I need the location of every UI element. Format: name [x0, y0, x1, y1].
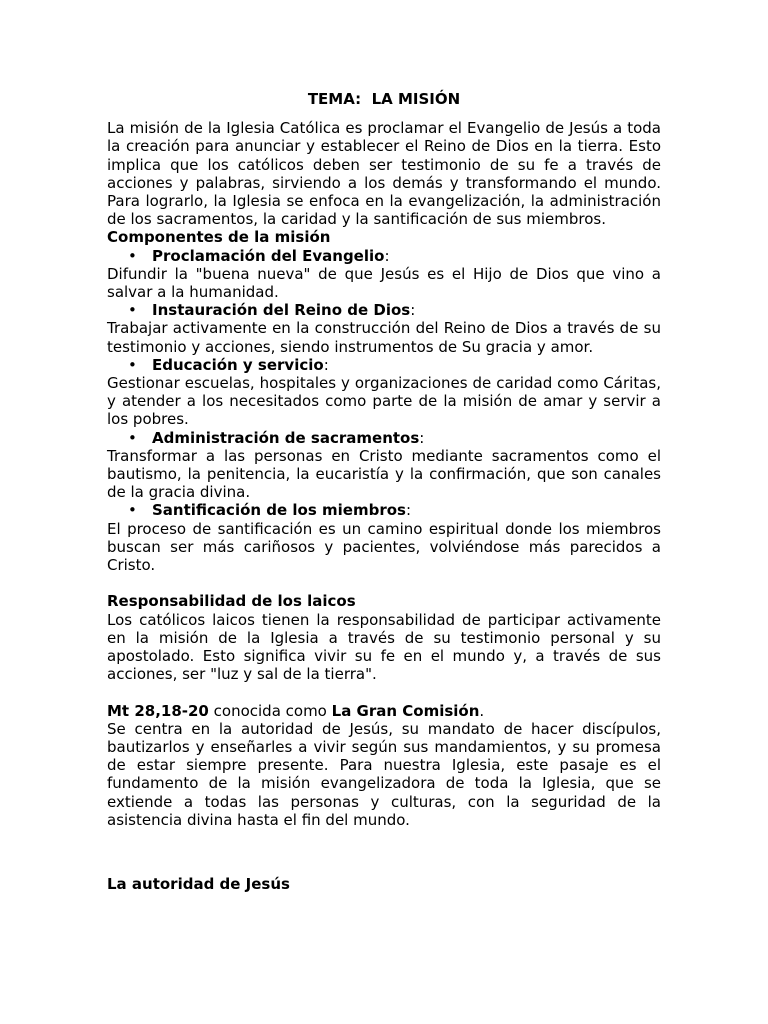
component-term: Administración de sacramentos	[152, 428, 420, 447]
component-suffix: :	[384, 246, 390, 265]
bullet-point: •	[128, 355, 137, 374]
spacer	[107, 574, 661, 592]
mt-paragraph: Se centra en la autoridad de Jesús, su mandato de hacer discípulos, bautizarlos y enseñarles a vivir según sus mandamientos, y su promesa de estar siempre presente. Para nuestra Iglesia, este pasaje es el fundamento de la misión evangelizadora de toda la Iglesia, que se extiende a todas las personas y culturas, con la seguridad de la asistencia divina hasta el fin del mundo.	[107, 719, 661, 829]
component-description: Gestionar escuelas, hospitales y organizaciones de caridad como Cáritas, y atender a los necesitados como parte de la misión de amar y servir a los pobres.	[107, 374, 661, 429]
component-bullet-sacramentos	[107, 429, 661, 447]
components-heading: Componentes de la misión	[107, 228, 331, 247]
component-bullet-proclamacion	[107, 247, 661, 265]
component-description: Transformar a las personas en Cristo mediante sacramentos como el bautismo, la penitencia, la eucaristía y la confirmación, que son canales de la gracia divina.	[107, 446, 661, 502]
component-suffix: :	[323, 355, 329, 374]
bullet-point: •	[128, 428, 137, 447]
mt-reference: Mt 28,18-20	[107, 701, 209, 720]
bullet-point: •	[128, 246, 137, 265]
component-suffix: :	[419, 428, 425, 447]
autoridad-heading: La autoridad de Jesús	[107, 875, 290, 894]
mt-period: .	[479, 701, 485, 720]
bullet-point: •	[128, 301, 137, 320]
component-term: Instauración del Reino de Dios	[152, 301, 411, 320]
bullet-point: •	[128, 501, 137, 520]
component-term: Santificación de los miembros	[152, 501, 406, 520]
component-description: Difundir la "buena nueva" de que Jesús es el Hijo de Dios que vino a salvar a la humanidad.	[107, 264, 661, 302]
component-bullet-santificacion	[107, 501, 661, 519]
mt-name: La Gran Comisión	[331, 701, 480, 720]
component-bullet-instauracion	[107, 301, 661, 319]
spacer	[107, 683, 661, 701]
component-term: Educación y servicio	[152, 355, 324, 374]
component-suffix: :	[410, 301, 416, 320]
laicos-heading: Responsabilidad de los laicos	[107, 592, 356, 611]
document-title: TEMA: LA MISIÓN	[307, 90, 461, 108]
component-suffix: :	[405, 501, 412, 520]
spacer	[107, 829, 661, 875]
mt-connector: conocida como	[208, 701, 332, 720]
laicos-paragraph: Los católicos laicos tienen la responsabilidad de participar activamente en la misión de la Iglesia a través de su testimonio personal y su apostolado. Esto significa vivir su fe en el mundo y, a través de sus acciones, ser "luz y sal de la tierra".	[107, 610, 661, 684]
component-term: Proclamación del Evangelio	[152, 246, 385, 265]
mt-reference-line	[107, 702, 661, 720]
component-description: Trabajar activamente en la construcción del Reino de Dios a través de su testimonio y acciones, siendo instrumentos de Su gracia y amor.	[107, 319, 661, 356]
component-bullet-educacion	[107, 356, 661, 374]
component-description: El proceso de santificación es un camino espiritual donde los miembros buscan ser más cariñosos y pacientes, volviéndose más parecidos a Cristo.	[107, 519, 661, 575]
intro-paragraph: La misión de la Iglesia Católica es proclamar el Evangelio de Jesús a toda la creación para anunciar y establecer el Reino de Dios en la tierra. Esto implica que los católicos deben ser testimonio de su fe a través de acciones y palabras, sirviendo a los demás y transformando el mundo. Para lograrlo, la Iglesia se enfoca en la evangelización, la administración de los sacramentos, la caridad y la santificación de sus miembros.	[107, 119, 661, 229]
